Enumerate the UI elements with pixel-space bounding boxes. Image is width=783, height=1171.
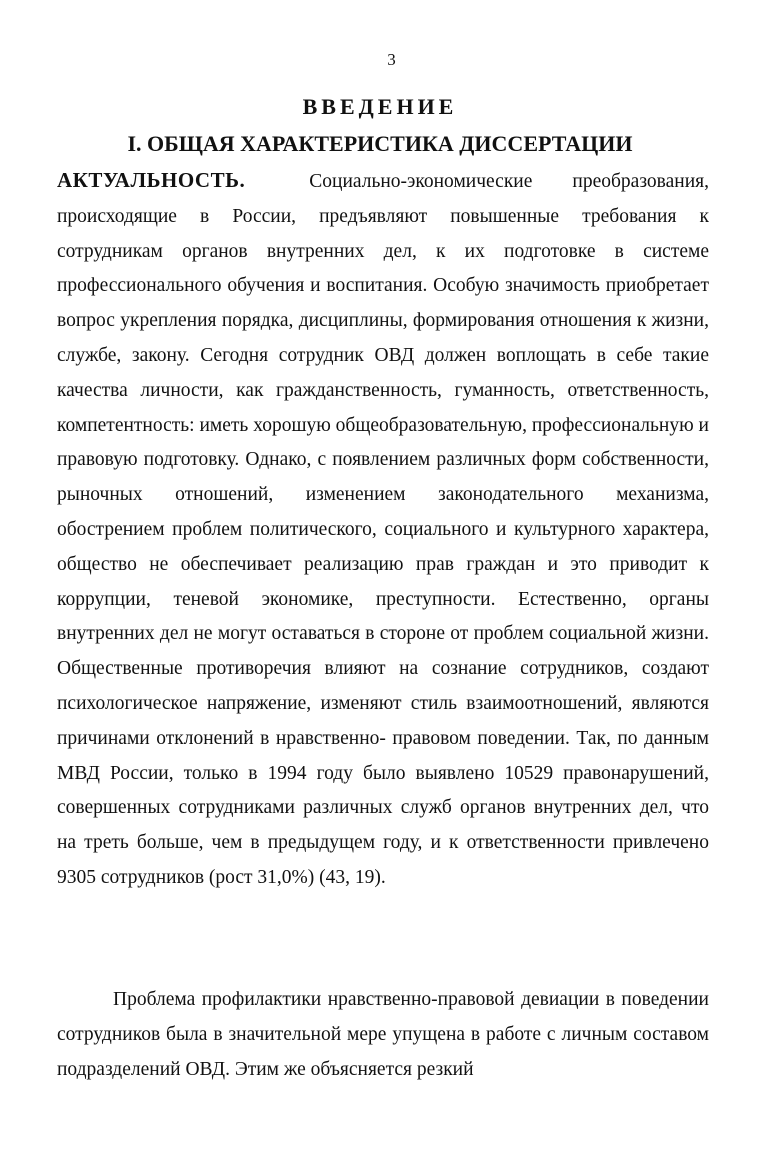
paragraph-body: Проблема профилактики нравственно-правовой девиации в поведении сотрудников была в значительной мере упущена в работе с личным составом подразделений ОВД. Этим же объясняется резкий: [57, 989, 709, 1080]
paragraph-prevention: [57, 983, 709, 1087]
page-number: 3: [387, 50, 396, 69]
paragraph-body: Социально-экономические преобразования, происходящие в России, предъявляют повышенные требования к сотрудникам органов внутренних дел, к их подготовке в системе профессионального обучения и воспитания. Особую значимость приобретает вопрос укрепления порядка, дисциплины, формирования отношения к жизни, службе, закону. Сегодня сотрудник ОВД должен воплощать в себе такие качества личности, как гражданственность, гуманность, ответственность, компетентность: иметь хорошую общеобразовательную, профессиональную и правовую подготовку. Однако, с появлением различных форм собственности, рыночных отношений, изменением законодательного механизма, обострением проблем политического, социального и культурного характера, общество не обеспечивает реализацию прав граждан и это приводит к коррупции, теневой экономике, преступности. Естественно, органы внутренних дел не могут оставаться в стороне от проблем социальной жизни. Общественные противоречия влияют на сознание сотрудников, создают психологическое напряжение, изменяют стиль взаимоотношений, являются причинами отклонений в нравственно- правовом поведении. Так, по данным МВД России, только в 1994 году было выявлено 10529 правонарушений, совершенных сотрудниками различных служб органов внутренних дел, что на треть больше, чем в предыдущем году, и к ответственности привлечено 9305 сотрудников (рост 31,0%) (43, 19).: [57, 171, 709, 888]
section-subheading: I. ОБЩАЯ ХАРАКТЕРИСТИКА ДИССЕРТАЦИИ: [127, 131, 633, 156]
paragraph-actuality: [57, 163, 709, 896]
section-heading: ВВЕДЕНИЕ: [302, 94, 458, 119]
paragraph-lead-term: АКТУАЛЬНОСТЬ.: [57, 168, 246, 192]
